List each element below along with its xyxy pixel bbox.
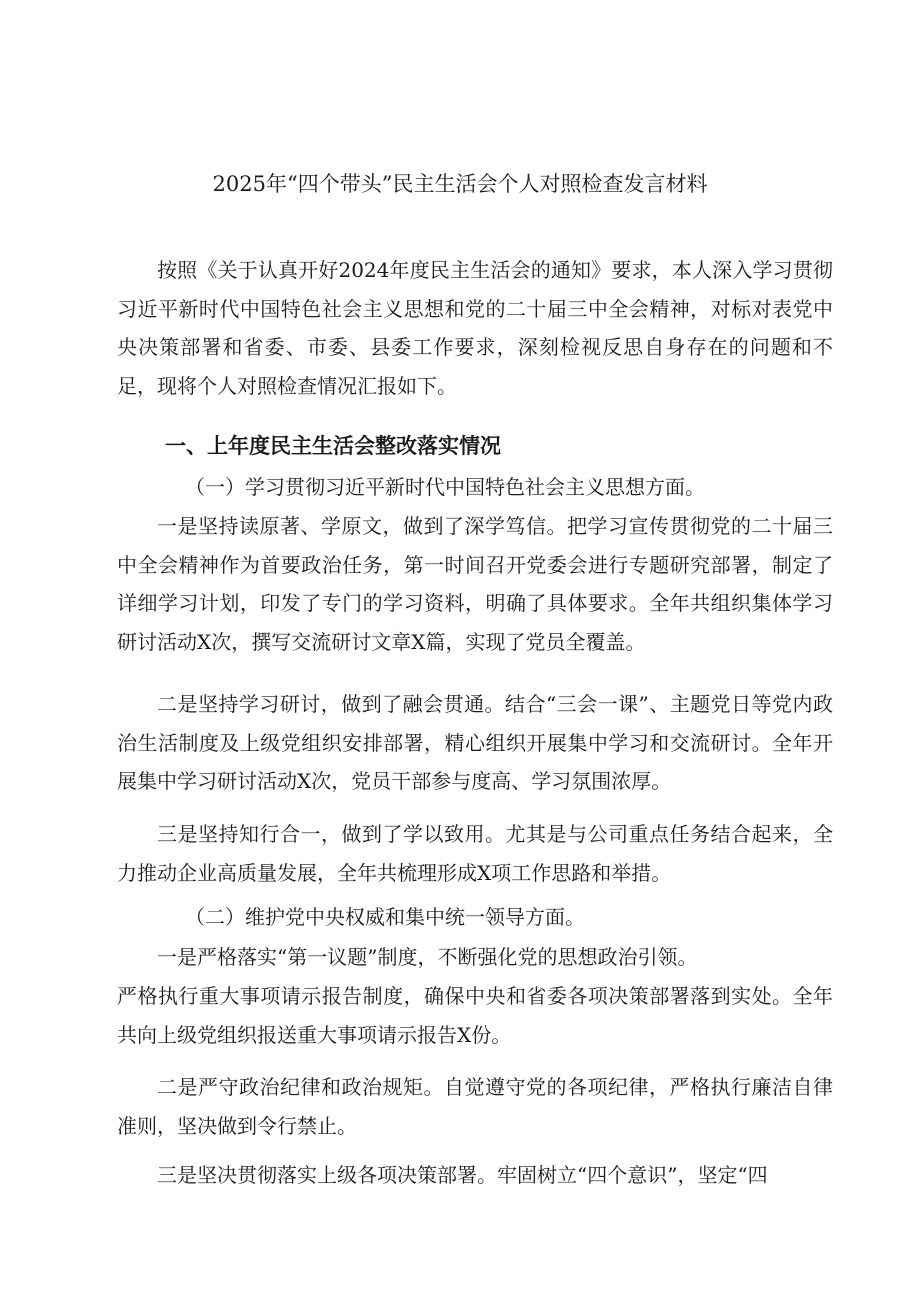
body-paragraph: 严格执行重大事项请示报告制度，确保中央和省委各项决策部署落到实处。全年共向上级党组织报送重大事项请示报告X份。 bbox=[117, 984, 833, 1047]
body-paragraph: 二是严守政治纪律和政治规矩。自觉遵守党的各项纪律，严格执行廉洁自律准则，坚决做到令行禁止。 bbox=[117, 1075, 833, 1138]
document-title: 2025年“四个带头”民主生活会个人对照检查发言材料 bbox=[212, 172, 708, 196]
body-paragraph: 一是严格落实“第一议题”制度，不断强化党的思想政治引领。 bbox=[157, 945, 698, 969]
subsection-heading: （二）维护党中央权威和集中统一领导方面。 bbox=[185, 905, 585, 929]
intro-paragraph: 按照《关于认真开好2024年度民主生活会的通知》要求，本人深入学习贯彻习近平新时代中国特色社会主义思想和党的二十届三中全会精神，对标对表党中央决策部署和省委、市委、县委工作要求，深刻检视反思自身存在的问题和不足，现将个人对照检查情况汇报如下。 bbox=[117, 258, 833, 398]
subsection-heading: （一）学习贯彻习近平新时代中国特色社会主义思想方面。 bbox=[185, 475, 705, 499]
body-paragraph: 三是坚决贯彻落实上级各项决策部署。牢固树立“四个意识”，坚定“四 bbox=[157, 1163, 768, 1187]
section-heading: 一、上年度民主生活会整改落实情况 bbox=[165, 434, 501, 458]
body-paragraph: 三是坚持知行合一，做到了学以致用。尤其是与公司重点任务结合起来，全力推动企业高质量发展，全年共梳理形成X项工作思路和举措。 bbox=[117, 822, 833, 885]
body-paragraph: 一是坚持读原著、学原文，做到了深学笃信。把学习宣传贯彻党的二十届三中全会精神作为首要政治任务，第一时间召开党委会进行专题研究部署，制定了详细学习计划，印发了专门的学习资料，明确了具体要求。全年共组织集体学习研讨活动X次，撰写交流研讨文章X篇，实现了党员全覆盖。 bbox=[117, 514, 833, 654]
body-paragraph: 二是坚持学习研讨，做到了融会贯通。结合“三会一课”、主题党日等党内政治生活制度及上级党组织安排部署，精心组织开展集中学习和交流研讨。全年开展集中学习研讨活动X次，党员干部参与度高、学习氛围浓厚。 bbox=[117, 692, 833, 794]
